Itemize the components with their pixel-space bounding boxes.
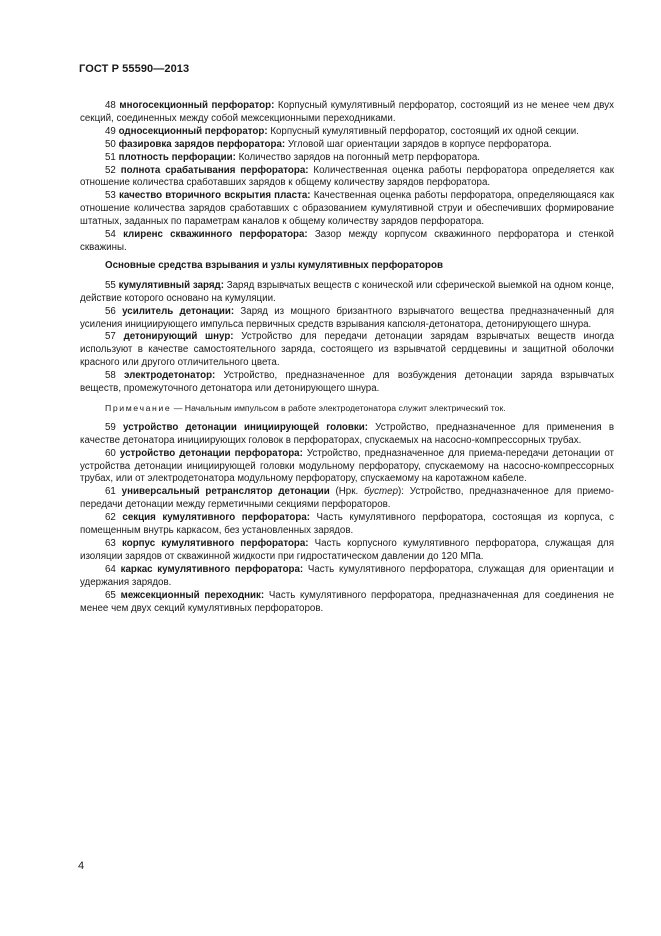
entries-group-a: [80, 100, 614, 255]
definition-51: 51 плотность перфорации: Количество зарядов на погонный метр перфоратора.: [105, 151, 480, 163]
entries-group-d: [80, 512, 614, 615]
note-text: — Начальным импульсом в работе электродетонатора служит электрический ток.: [171, 402, 506, 413]
definition-65: 65 межсекционный переходник: Часть кумулятивного перфоратора, предназначенная для соединения не менее чем двух секций кумулятивных перфораторов.: [80, 589, 614, 614]
definition-59: 59 устройство детонации инициирующей головки: Устройство, предназначенное для применения в качестве детонатора инициирующих головок в перфораторах, спускаемых на насосно-компрессорных трубах.: [80, 421, 614, 446]
note: [80, 402, 614, 415]
definition-55: 55 кумулятивный заряд: Заряд взрывчатых веществ с конической или сферической выемкой на одном конце, действие которого основано на кумуляции.: [80, 279, 614, 304]
definition-61: 61 универсальный ретранслятор детонации (Нрк. бустер): Устройство, предназначенное для приемо-передачи детонации между герметичными секциями перфораторов.: [80, 486, 614, 511]
section-heading: Основные средства взрывания и узлы кумулятивных перфораторов: [105, 259, 443, 271]
definition-48: 48 многосекционный перфоратор: Корпусный кумулятивный перфоратор, состоящий из не менее чем двух секций, соединенных между собой межсекционными переходниками.: [80, 100, 614, 124]
page-number: 4: [78, 860, 85, 872]
definition-53: 53 качество вторичного вскрытия пласта: Качественная оценка работы перфоратора, определяющаяся как отношение количества зарядов сработавших с образованием кумулятивной струи и обеспечивших формирование штатных, заданных по параметрам каналов к общему количеству зарядов перфоратора.: [80, 190, 614, 228]
entries-group-c: [80, 422, 614, 512]
standard-header: ГОСТ Р 55590—2013: [79, 63, 190, 75]
definition-64: 64 каркас кумулятивного перфоратора: Часть кумулятивного перфоратора, служащая для ориентации и удержания зарядов.: [80, 563, 614, 588]
definition-57: 57 детонирующий шнур: Устройство для передачи детонации зарядам взрывчатых веществ иногда используют в качестве самостоятельного заряда, состоящего из взрывчатой сердцевины и защитной оболочки красного или другого отличительного цвета.: [80, 331, 614, 369]
definition-62: 62 секция кумулятивного перфоратора: Часть кумулятивного перфоратора, состоящая из корпуса, с помещенным внутрь каркасом, без установленных зарядов.: [80, 512, 614, 537]
definition-49: 49 односекционный перфоратор: Корпусный кумулятивный перфоратор, состоящий их одной секции.: [105, 125, 579, 137]
definition-54: 54 клиренс скважинного перфоратора: Зазор между корпусом скважинного перфоратора и стенкой скважины.: [80, 229, 614, 253]
note-label: Примечание: [105, 402, 172, 413]
definition-58: 58 электродетонатор: Устройство, предназначенное для возбуждения детонации заряда взрывчатых веществ, промежуточного детонатора или детонирующего шнура.: [80, 370, 614, 395]
definition-60: 60 устройство детонации перфоратора: Устройство, предназначенное для приема-передачи детонации от устройства детонации инициирующей головки модульному перфоратору, спускаемому на насосно-компрессорных трубах, или от электродетонатора модульному перфоратору, спускаемому на каротажном кабеле.: [80, 447, 615, 485]
definition-52: 52 полнота срабатывания перфоратора: Количественная оценка работы перфоратора определяется как отношение количества сработавших зарядов к общему количеству зарядов перфоратора.: [80, 164, 614, 189]
document-body: [80, 100, 614, 615]
definition-50: 50 фазировка зарядов перфоратора: Угловой шаг ориентации зарядов в корпусе перфоратора.: [105, 138, 552, 150]
definition-56: 56 усилитель детонации: Заряд из мощного бризантного взрывчатого вещества предназначенный для усиления инициирующего импульса первичных средств взрывания капсюля-детонатора, детонирующего шнура.: [80, 305, 614, 330]
entries-group-b: [80, 280, 614, 396]
definition-63: 63 корпус кумулятивного перфоратора: Часть корпусного кумулятивного перфоратора, служащая для изоляции зарядов от скважинной жидкости при гидростатическом давлении до 120 МПа.: [80, 538, 614, 562]
